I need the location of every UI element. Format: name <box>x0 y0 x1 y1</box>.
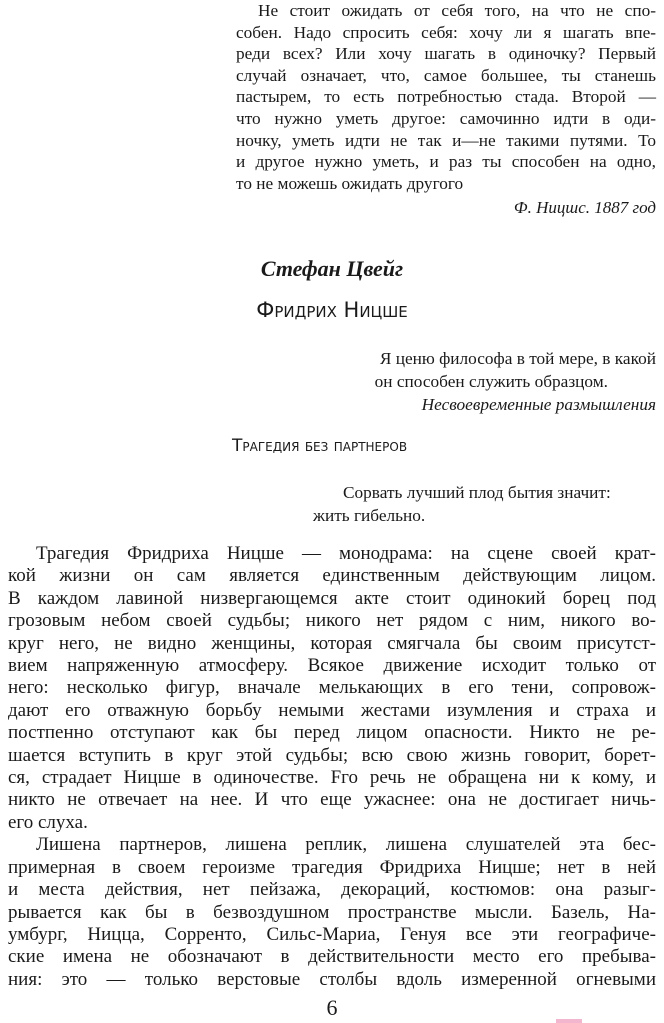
text-line: собен. Надо спросить себя: хочу ли я шагать впе- <box>236 22 656 42</box>
chapter-title: Фридрих Ницше <box>256 298 408 322</box>
text-line: ся, страдает Ницше в одиночестве. Fго речь не обращена ни к кому, и <box>8 767 656 789</box>
scan-mark <box>556 1019 582 1023</box>
text-line: Трагедия Фридриха Ницше — монодрама: на сцене своей крат- <box>36 543 656 564</box>
text-line: Не стоит ожидать от себя того, на что не спо- <box>258 1 656 20</box>
text-line: В каждом лавиной низвергающемся акте стоит одинокий борец под <box>8 587 656 609</box>
text-line: и места действия, нет пейзажа, декораций, костюмов: она разыг- <box>8 879 656 901</box>
section-title: Трагедия без партнеров <box>232 436 408 456</box>
text-line: примерная в своем героизме трагедия Фридриха Ницше; нет в ней <box>8 856 656 878</box>
opening-quote <box>236 0 656 194</box>
text-line: никто не отвечает на нее. И что еще ужаснее: она не достигает ничь- <box>8 789 656 811</box>
text-line: и другое нужно уметь, и раз ты способен на одно, <box>236 152 656 172</box>
text-line: ночку, уметь идти не так и—не такими путями. То <box>236 130 656 150</box>
epigraph-line: жить гибельно. <box>313 506 426 525</box>
text-line: вием напряженную атмосферу. Всякое движение исходит только от <box>8 655 656 677</box>
text-line: его слуха. <box>8 811 88 833</box>
epigraph-line: Я ценю философа в той мере, в какой <box>379 349 656 368</box>
text-line: пастырем, то есть потребностью стада. Второй — <box>236 87 656 107</box>
body-text <box>8 543 656 991</box>
text-line: рывается как бы в безвоздушном пространстве мысли. Базель, На- <box>8 901 656 923</box>
epigraph-line: Сорвать лучший плод бытия значит: <box>343 483 611 502</box>
text-line: него: несколько фигур, вначале мелькающих в его тени, сопровож- <box>8 677 656 699</box>
text-line: круг него, не видно женщины, которая смягчала бы своим присутст- <box>8 632 656 654</box>
epigraph <box>375 347 656 416</box>
opening-quote-attribution: Ф. Ницшс. 1887 год <box>513 198 656 217</box>
text-line: постпенно отступают как бы перед лицом опасности. Никто не ре- <box>8 722 656 744</box>
section-epigraph <box>313 481 611 527</box>
text-line: реди всех? Или хочу шагать в одиночку? Первый <box>236 44 656 64</box>
text-line: случай означает, что, самое большее, ты станешь <box>236 65 656 85</box>
text-line: умбург, Ницца, Сорренто, Сильс-Мариа, Генуя все эти географиче- <box>8 923 656 945</box>
text-line: шается вступить в круг этой судьбы; всю свою жизнь говорит, борет- <box>8 744 656 766</box>
text-line: Лишена партнеров, лишена реплик, лишена слушателей эта бес- <box>36 834 656 856</box>
author-name: Стефан Цвейг <box>260 256 404 281</box>
text-line: дают его отважную борьбу немыми жестами изумления и страха и <box>8 699 656 721</box>
page-number: 6 <box>326 995 338 1020</box>
text-line: грозовым небом своей судьбы; никого нет рядом с ним, никого во- <box>8 610 656 632</box>
text-line: то не можешь ожидать другого <box>236 173 464 193</box>
text-line: ские имена не обозначают в действительности место его пребыва- <box>8 946 656 968</box>
text-line: что нужно уметь другое: самочинно идти в оди- <box>236 108 656 128</box>
text-line: кой жизни он сам является единственным действующим лицом. <box>8 565 656 587</box>
epigraph-source: Несвоевременные размышления <box>421 395 656 414</box>
epigraph-line: он способен служить образцом. <box>374 372 608 391</box>
text-line: ния: это — только верстовые столбы вдоль измеренной огневыми <box>8 968 656 990</box>
